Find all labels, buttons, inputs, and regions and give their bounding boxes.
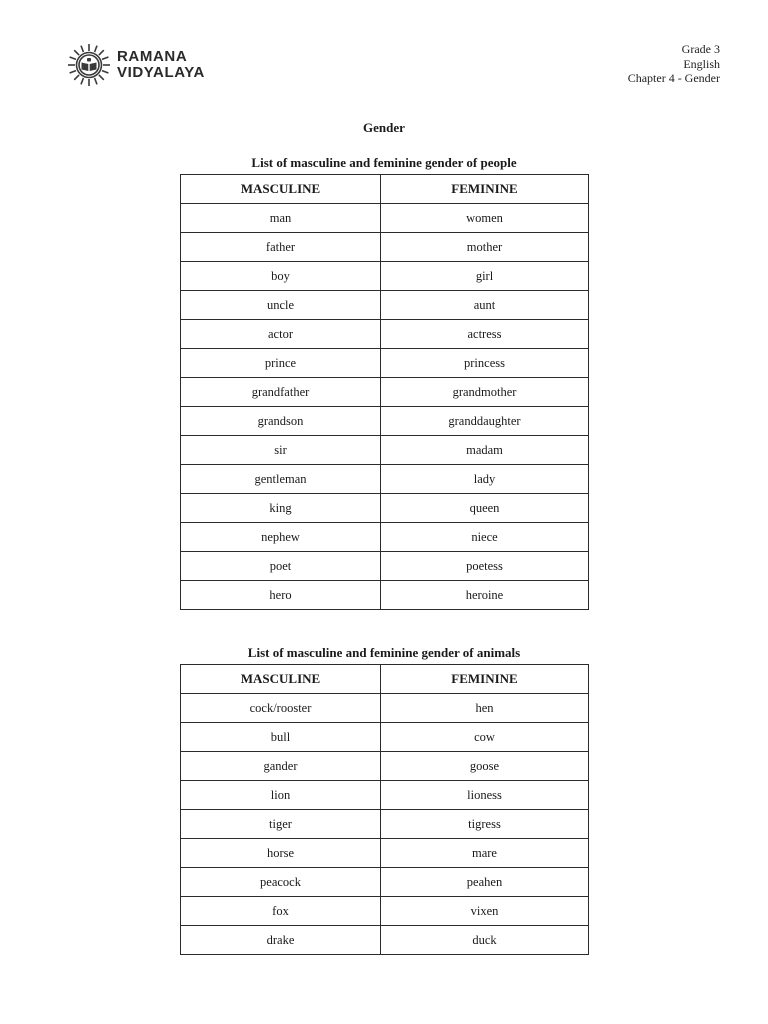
feminine-cell: peahen xyxy=(381,868,589,897)
table-row xyxy=(181,233,589,262)
page-title: Gender xyxy=(363,120,405,135)
table-row xyxy=(181,868,589,897)
masculine-cell: tiger xyxy=(181,810,381,839)
table-row xyxy=(181,407,589,436)
masculine-column-header: MASCULINE xyxy=(181,665,381,694)
table-row xyxy=(181,291,589,320)
masculine-cell: prince xyxy=(181,349,381,378)
animals-section-title: List of masculine and feminine gender of animals xyxy=(247,645,521,660)
masculine-cell: grandfather xyxy=(181,378,381,407)
table-header-row xyxy=(181,175,589,204)
school-emblem-icon xyxy=(67,43,111,87)
feminine-cell: mother xyxy=(381,233,589,262)
table-header-row xyxy=(181,665,589,694)
masculine-cell: gander xyxy=(181,752,381,781)
masculine-cell: cock/rooster xyxy=(181,694,381,723)
table-row xyxy=(181,552,589,581)
feminine-cell: mare xyxy=(381,839,589,868)
table-row xyxy=(181,752,589,781)
masculine-cell: fox xyxy=(181,897,381,926)
masculine-cell: uncle xyxy=(181,291,381,320)
grade-label: Grade 3 xyxy=(681,42,720,56)
table-row xyxy=(181,839,589,868)
table-row xyxy=(181,926,589,955)
masculine-cell: grandson xyxy=(181,407,381,436)
feminine-column-header: FEMININE xyxy=(381,175,589,204)
feminine-cell: queen xyxy=(381,494,589,523)
feminine-cell: heroine xyxy=(381,581,589,610)
masculine-cell: horse xyxy=(181,839,381,868)
table-row xyxy=(181,465,589,494)
table-row xyxy=(181,781,589,810)
feminine-cell: vixen xyxy=(381,897,589,926)
table-row xyxy=(181,523,589,552)
masculine-cell: lion xyxy=(181,781,381,810)
animals-gender-table xyxy=(180,664,589,955)
table-row xyxy=(181,581,589,610)
table-row xyxy=(181,723,589,752)
feminine-cell: actress xyxy=(381,320,589,349)
masculine-cell: bull xyxy=(181,723,381,752)
table-row xyxy=(181,320,589,349)
feminine-cell: grandmother xyxy=(381,378,589,407)
masculine-cell: actor xyxy=(181,320,381,349)
people-gender-table xyxy=(180,174,589,610)
masculine-cell: king xyxy=(181,494,381,523)
feminine-cell: lady xyxy=(381,465,589,494)
table-row xyxy=(181,897,589,926)
table-row xyxy=(181,694,589,723)
document-meta xyxy=(628,42,720,86)
masculine-cell: nephew xyxy=(181,523,381,552)
masculine-cell: boy xyxy=(181,262,381,291)
chapter-label: Chapter 4 - Gender xyxy=(627,71,720,85)
table-row xyxy=(181,349,589,378)
masculine-column-header: MASCULINE xyxy=(181,175,381,204)
table-row xyxy=(181,810,589,839)
masculine-cell: drake xyxy=(181,926,381,955)
table-row xyxy=(181,378,589,407)
masculine-cell: peacock xyxy=(181,868,381,897)
feminine-cell: lioness xyxy=(381,781,589,810)
table-row xyxy=(181,494,589,523)
feminine-cell: goose xyxy=(381,752,589,781)
feminine-cell: aunt xyxy=(381,291,589,320)
masculine-cell: poet xyxy=(181,552,381,581)
masculine-cell: gentleman xyxy=(181,465,381,494)
feminine-cell: women xyxy=(381,204,589,233)
table-row xyxy=(181,204,589,233)
masculine-cell: hero xyxy=(181,581,381,610)
feminine-cell: niece xyxy=(381,523,589,552)
feminine-cell: girl xyxy=(381,262,589,291)
feminine-cell: princess xyxy=(381,349,589,378)
school-logo xyxy=(67,43,205,87)
school-name-line2: VIDYALAYA xyxy=(117,64,205,81)
masculine-cell: father xyxy=(181,233,381,262)
masculine-cell: sir xyxy=(181,436,381,465)
feminine-column-header: FEMININE xyxy=(381,665,589,694)
feminine-cell: duck xyxy=(381,926,589,955)
school-name-line1: RAMANA xyxy=(117,48,188,65)
feminine-cell: poetess xyxy=(381,552,589,581)
feminine-cell: cow xyxy=(381,723,589,752)
table-row xyxy=(181,262,589,291)
school-name xyxy=(117,49,205,81)
people-section-title: List of masculine and feminine gender of people xyxy=(251,155,517,170)
masculine-cell: man xyxy=(181,204,381,233)
feminine-cell: madam xyxy=(381,436,589,465)
feminine-cell: hen xyxy=(381,694,589,723)
subject-label: English xyxy=(683,56,720,71)
feminine-cell: granddaughter xyxy=(381,407,589,436)
feminine-cell: tigress xyxy=(381,810,589,839)
table-row xyxy=(181,436,589,465)
